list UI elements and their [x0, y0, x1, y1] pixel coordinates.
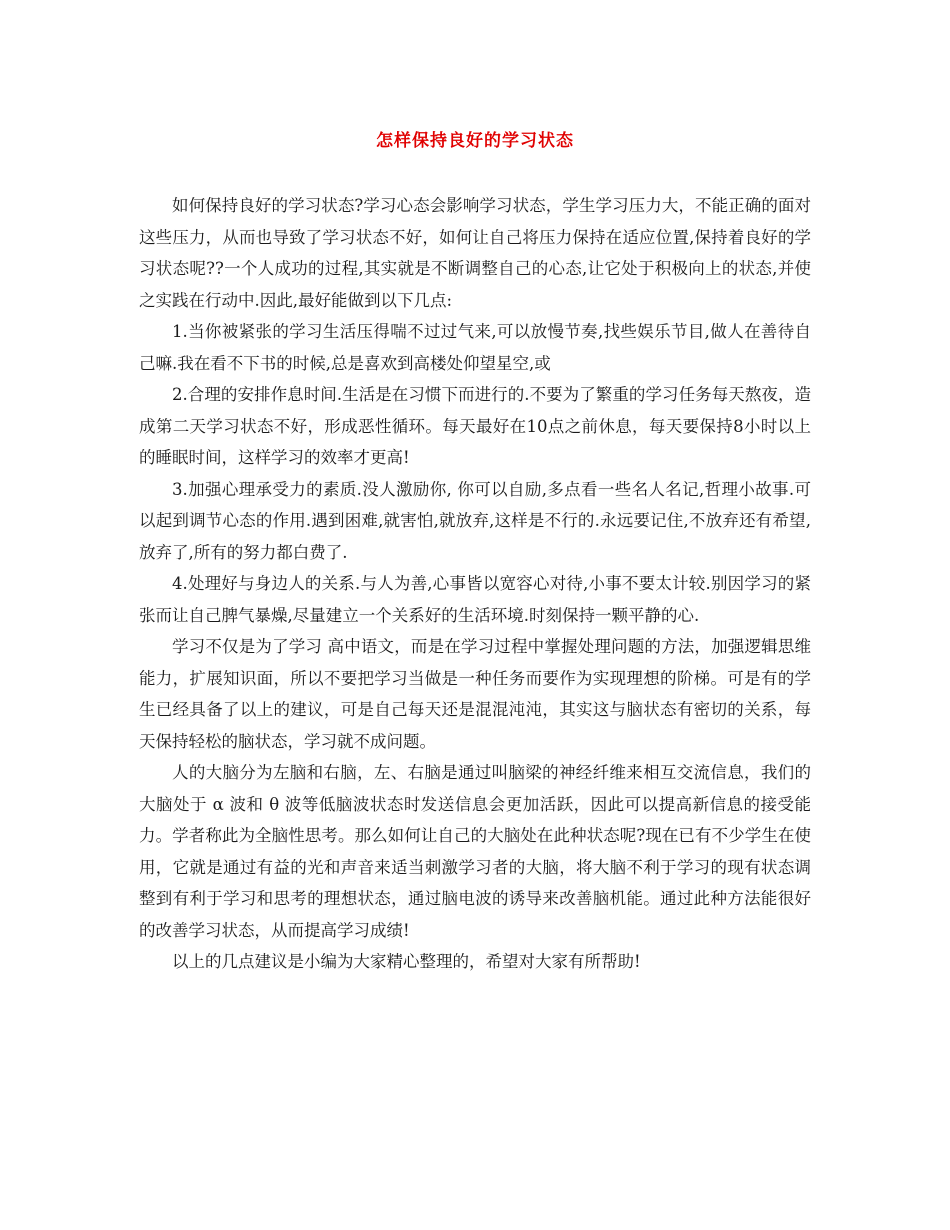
paragraph-closing: 以上的几点建议是小编为大家精心整理的，希望对大家有所帮助!	[172, 952, 641, 971]
document-title: 怎样保持良好的学习状态	[376, 131, 574, 151]
paragraph-point-4: 4.处理好与身边人的关系.与人为善,心事皆以宽容心对待,小事不要太计较.别因学习的紧张而让自己脾气暴燥,尽量建立一个关系好的生活环境.时刻保持一颗平静的心.	[139, 574, 811, 625]
paragraph-learning: 学习不仅是为了学习 高中语文，而是在学习过程中掌握处理问题的方法，加强逻辑思维能力，扩展知识面，所以不要把学习当做是一种任务而要作为实现理想的阶梯。可是有的学生已经具备了以上的建议，可是自己每天还是混混沌沌，其实这与脑状态有密切的关系，每天保持轻松的脑状态，学习就不成问题。	[139, 637, 811, 751]
paragraph-point-2: 2.合理的安排作息时间.生活是在习惯下而进行的.不要为了繁重的学习任务每天熬夜，造成第二天学习状态不好，形成恶性循环。每天最好在10点之前休息，每天要保持8小时以上的睡眠时间，这样学习的效率才更高!	[139, 385, 811, 467]
paragraph-point-3: 3.加强心理承受力的素质.没人激励你, 你可以自励,多点看一些名人名记,哲理小故事.可以起到调节心态的作用.遇到困难,就害怕,就放弃,这样是不行的.永远要记住,不放弃还有希望,放弃了,所有的努力都白费了.	[139, 479, 811, 562]
paragraph-brain: 人的大脑分为左脑和右脑，左、右脑是通过叫脑梁的神经纤维来相互交流信息，我们的大脑处于 α 波和 θ 波等低脑波状态时发送信息会更加活跃，因此可以提高新信息的接受能力。学者称此为全脑性思考。那么如何让自己的大脑处在此种状态呢?现在已有不少学生在使用，它就是通过有益的光和声音来适当刺激学习者的大脑，将大脑不利于学习的现有状态调整到有利于学习和思考的理想状态，通过脑电波的诱导来改善脑机能。通过此种方法能很好的改善学习状态，从而提高学习成绩!	[139, 763, 811, 940]
document-body	[139, 190, 811, 978]
paragraph-point-1: 1.当你被紧张的学习生活压得喘不过过气来,可以放慢节奏,找些娱乐节目,做人在善待自己嘛.我在看不下书的时候,总是喜欢到高楼处仰望星空,或	[139, 322, 811, 373]
paragraph-intro: 如何保持良好的学习状态?学习心态会影响学习状态，学生学习压力大，不能正确的面对这些压力，从而也导致了学习状态不好，如何让自己将压力保持在适应位置,保持着良好的学习状态呢??一个人成功的过程,其实就是不断调整自己的心态,让它处于积极向上的状态,并使之实践在行动中.因此,最好能做到以下几点:	[139, 196, 811, 310]
